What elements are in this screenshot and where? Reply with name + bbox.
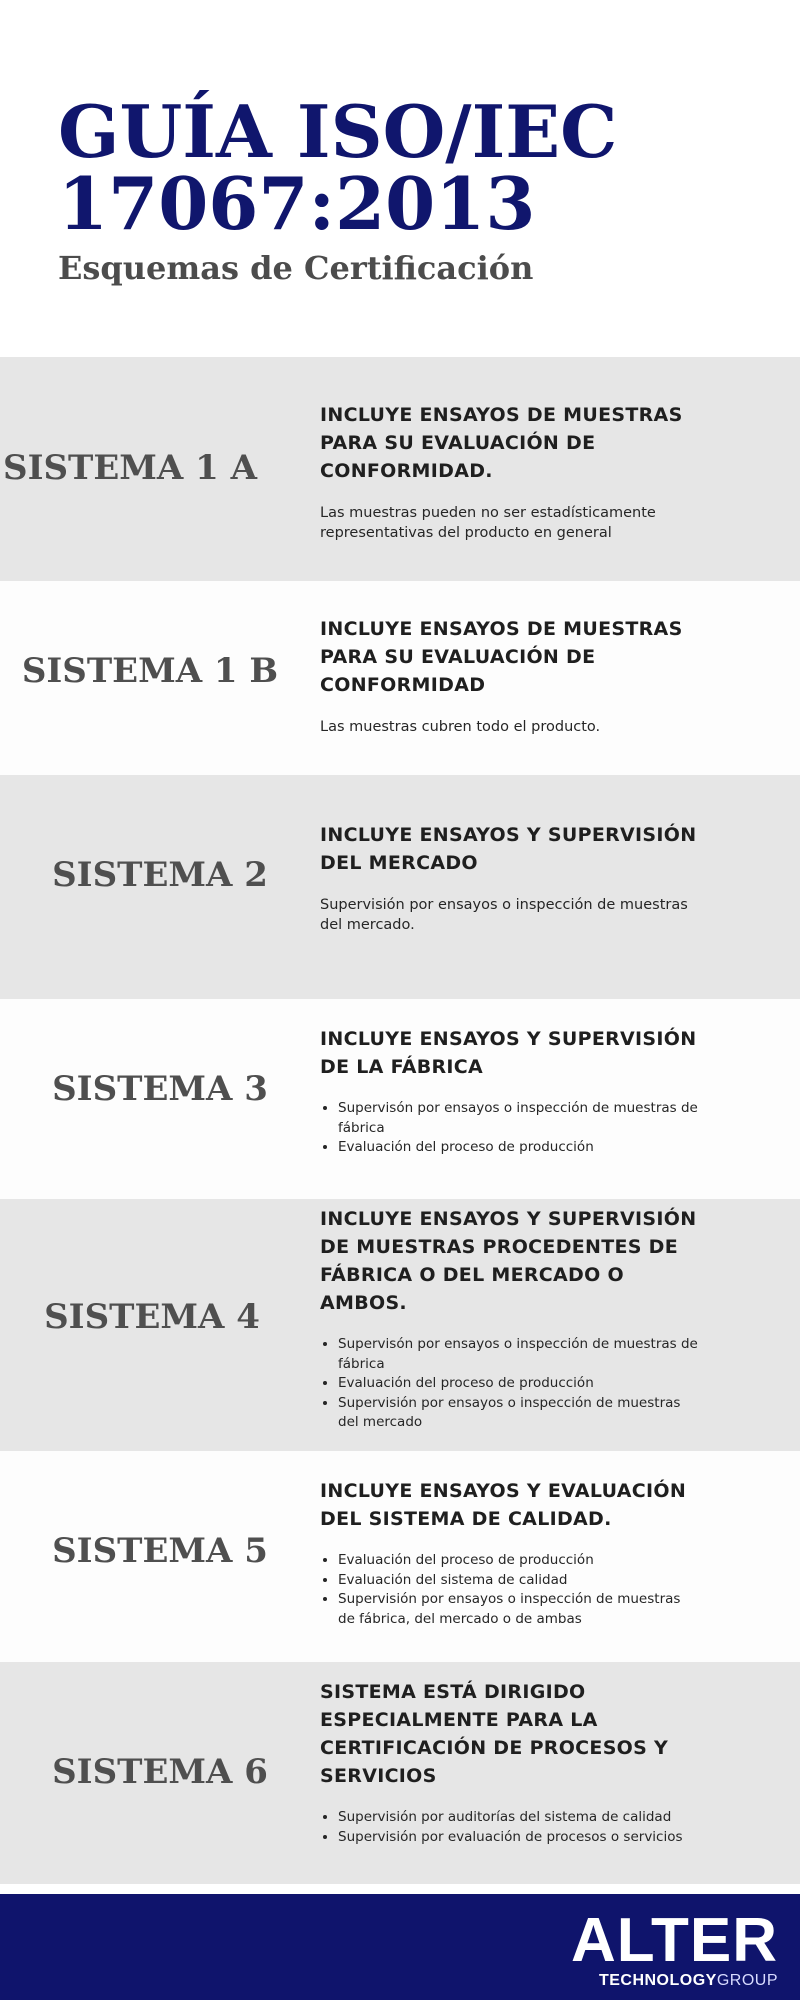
system-label: SISTEMA 6 [52,1752,268,1792]
section-sistema-5 [0,1451,800,1662]
system-label: SISTEMA 5 [52,1531,268,1571]
list-item: • Evaluación del proceso de producción [338,1374,700,1394]
list-item: • Evaluación del sistema de calidad [338,1571,700,1591]
section-bullet-list [320,1808,700,1847]
section-content [320,821,700,935]
list-item: • Supervisión por auditorías del sistema de calidad [338,1808,700,1828]
section-heading: INCLUYE ENSAYOS DE MUESTRAS PARA SU EVALUACIÓN DE CONFORMIDAD [320,618,683,696]
section-description: Las muestras cubren todo el producto. [320,719,601,735]
list-item: • Evaluación del proceso de producción [338,1138,700,1158]
section-content [320,1477,700,1629]
logo-tagline-bold: TECHNOLOGY [598,1972,717,1989]
section-sistema-3 [0,999,800,1199]
section-content [320,615,700,737]
section-sistema-6 [0,1662,800,1884]
section-heading: INCLUYE ENSAYOS Y EVALUACIÓN DEL SISTEMA DE CALIDAD. [320,1480,687,1530]
section-sistema-4 [0,1199,800,1451]
section-bullet-list [320,1335,700,1433]
section-heading: INCLUYE ENSAYOS DE MUESTRAS PARA SU EVALUACIÓN DE CONFORMIDAD. [320,404,683,482]
page-footer [0,1894,800,2000]
section-sistema-2 [0,775,800,999]
section-heading: SISTEMA ESTÁ DIRIGIDO ESPECIALMENTE PARA LA CERTIFICACIÓN DE PROCESOS Y SERVICIOS [320,1681,669,1787]
section-content [320,1205,700,1433]
section-description: Supervisión por ensayos o inspección de muestras del mercado. [320,897,688,933]
list-item: • Supervisón por ensayos o inspección de muestras de fábrica [338,1099,700,1138]
list-item: • Supervisión por ensayos o inspección de muestras de fábrica, del mercado o de ambas [338,1590,700,1629]
section-sistema-1a [0,357,800,581]
section-heading: INCLUYE ENSAYOS Y SUPERVISIÓN DE MUESTRAS PROCEDENTES DE FÁBRICA O DEL MERCADO O AMBOS. [320,1208,697,1314]
section-bullet-list [320,1099,700,1158]
list-item: • Evaluación del proceso de producción [338,1551,700,1571]
list-item: • Supervisón por ensayos o inspección de muestras de fábrica [338,1335,700,1374]
alter-logo [568,1906,778,1990]
system-label: SISTEMA 4 [44,1297,260,1337]
list-item: • Supervisión por evaluación de procesos o servicios [338,1828,700,1848]
logo-tagline [568,1972,778,1990]
page-title: GUÍA ISO/IEC 17067:2013 [58,89,618,246]
list-item: • Supervisión por ensayos o inspección de muestras del mercado [338,1394,700,1433]
page-header [0,0,800,357]
section-sistema-1b [0,581,800,775]
system-label: SISTEMA 2 [52,855,268,895]
section-content [320,401,700,543]
system-label: SISTEMA 3 [52,1069,268,1109]
system-label: SISTEMA 1 B [21,651,279,691]
logo-wordmark: ALTER [570,1906,778,1975]
system-label: SISTEMA 1 A [3,448,257,488]
page-subtitle: Esquemas de Certificación [58,249,534,287]
section-bullet-list [320,1551,700,1629]
section-content [320,1025,700,1158]
logo-tagline-light: GROUP [716,1972,778,1989]
section-heading: INCLUYE ENSAYOS Y SUPERVISIÓN DEL MERCADO [320,824,697,874]
section-description: Las muestras pueden no ser estadísticamente representativas del producto en general [320,505,656,541]
section-content [320,1678,700,1847]
section-heading: INCLUYE ENSAYOS Y SUPERVISIÓN DE LA FÁBRICA [320,1028,697,1078]
